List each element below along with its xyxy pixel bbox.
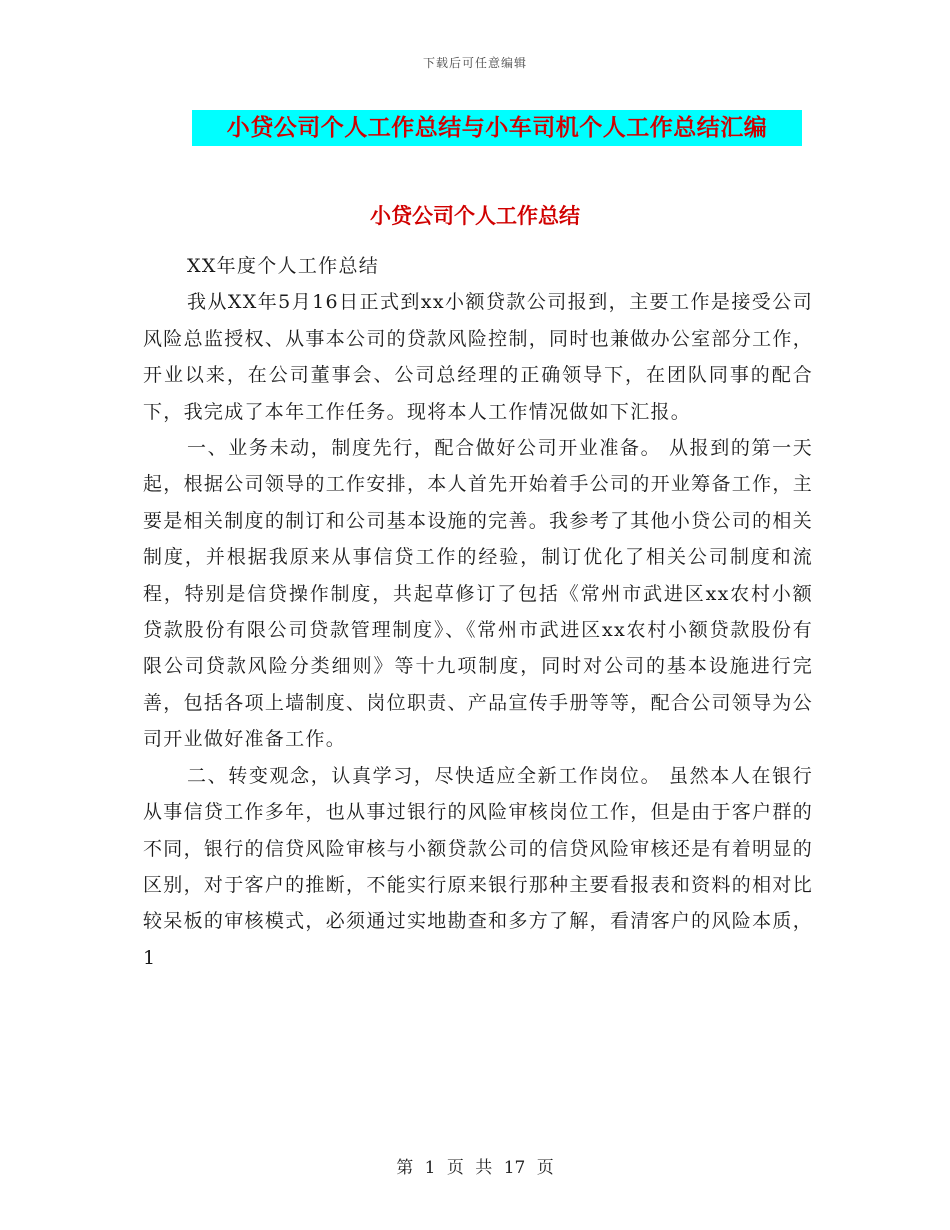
main-title: 小贷公司个人工作总结与小车司机个人工作总结汇编	[226, 115, 768, 141]
paragraph-subtitle: XX年度个人工作总结	[187, 255, 380, 277]
paragraph-intro: 我从XX年5月16日正式到xx小额贷款公司报到，主要工作是接受公司风险总监授权、从事本公司的贷款风险控制，同时也兼做办公室部分工作，开业以来，在公司董事会、公司总经理的正确领导下，在团队同事的配合下，我完成了本年工作任务。现将本人工作情况做如下汇报。	[143, 291, 813, 423]
paragraph-section-two: 二、转变观念，认真学习，尽快适应全新工作岗位。 虽然本人在银行从事信贷工作多年，也从事过银行的风险审核岗位工作，但是由于客户群的不同，银行的信贷风险审核与小额贷款公司的信贷风险审核还是有着明显的区别，对于客户的推断，不能实行原来银行那种主要看报表和资料的相对比较呆板的审核模式，必须通过实地勘查和多方了解，看清客户的风险本质， 1	[143, 764, 813, 969]
document-body	[143, 248, 813, 976]
page-footer: 第 1 页 共 17 页	[396, 1158, 554, 1178]
main-title-highlight	[192, 110, 802, 146]
section-title: 小贷公司个人工作总结	[370, 204, 580, 228]
header-note: 下载后可任意编辑	[422, 56, 527, 70]
paragraph-section-one: 一、业务未动，制度先行，配合做好公司开业准备。 从报到的第一天起，根据公司领导的工作安排，本人首先开始着手公司的开业筹备工作，主要是相关制度的制订和公司基本设施的完善。我参考了其他小贷公司的相关制度，并根据我原来从事信贷工作的经验，制订优化了相关公司制度和流程，特别是信贷操作制度，共起草修订了包括《常州市武进区xx农村小额 贷款股份有限公司贷款管理制度》、《常州市武进区xx农村小额贷款股份有限公司贷款风险分类细则》等十九项制度，同时对公司的基本设施进行完善，包括各项上墙制度、岗位职责、产品宣传手册等等，配合公司领导为公司开业做好准备工作。	[143, 437, 813, 751]
